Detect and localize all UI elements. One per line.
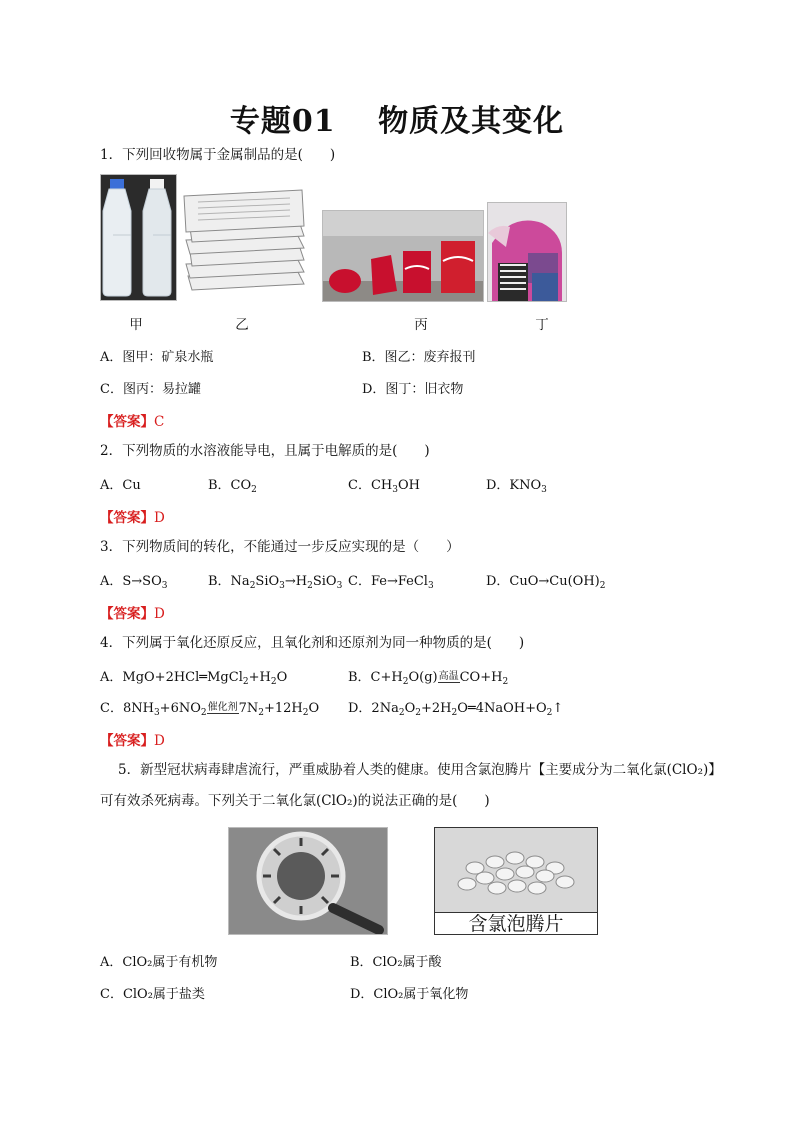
q3-option-d: D．$CuO\to Cu(OH)_2$ — [486, 574, 606, 591]
q4-option-c: C．$8NH_3+6NO_2$催化剂$7N_2+12H_2O$ — [100, 701, 320, 718]
q1-option-a: A．图甲：矿泉水瓶 — [100, 350, 214, 365]
caption-jia: 甲 — [129, 317, 143, 333]
q2-option-c: C．$CH_3OH$ — [348, 478, 420, 495]
q4-answer — [100, 729, 165, 749]
image-clothes — [487, 202, 567, 302]
tablet-label: 含氯泡腾片 — [435, 912, 597, 935]
image-virus-magnifier — [228, 827, 388, 935]
question-5-stem-line1: 5．新型冠状病毒肆虐流行，严重威胁着人类的健康。使用含氯泡腾片【主要成分为二氧化氯(ClO₂)】 — [118, 762, 722, 778]
image-newspapers — [180, 186, 308, 294]
question-2-stem: 2．下列物质的水溶液能导电，且属于电解质的是( ) — [100, 443, 430, 459]
question-5-stem-line2: 可有效杀死病毒。下列关于二氧化氯(ClO₂)的说法正确的是( ) — [100, 793, 490, 809]
q5-option-a: A．ClO₂属于有机物 — [100, 955, 218, 970]
q3-option-c: C．Fe→FeCl$_3$ — [348, 574, 434, 591]
q5-option-d: D．ClO₂属于氧化物 — [350, 987, 469, 1002]
q2-option-a: A．Cu — [100, 478, 141, 493]
answer-value: D — [154, 606, 165, 622]
condition-gaowen: 高温 — [438, 671, 459, 682]
image-tablets — [434, 827, 598, 935]
q3-answer — [100, 602, 165, 622]
condition-cuihuaji: 催化剂 — [207, 702, 238, 713]
caption-yi: 乙 — [235, 317, 249, 333]
q1-answer — [100, 410, 164, 430]
caption-bing: 丙 — [414, 317, 428, 333]
q4-option-a: A．$MgO+2HCl═MgCl_2+H_2O$ — [100, 670, 288, 687]
page-title: 专题01 物质及其变化 — [229, 104, 565, 139]
answer-value: C — [154, 414, 165, 430]
q2-option-d: D．$KNO_3$ — [486, 478, 547, 495]
q5-option-c: C．ClO₂属于盐类 — [100, 987, 205, 1002]
q2-answer — [100, 506, 165, 526]
q5-option-b: B．ClO₂属于酸 — [350, 955, 442, 970]
caption-ding: 丁 — [535, 317, 549, 333]
q1-option-c: C．图丙：易拉罐 — [100, 382, 201, 397]
question-1-stem: 1．下列回收物属于金属制品的是( ) — [100, 147, 336, 163]
answer-tag: 【答案】 — [100, 510, 154, 526]
q3-option-a: A．$S\to SO_3$ — [100, 574, 168, 591]
image-water-bottles — [100, 174, 177, 301]
question-3-stem: 3．下列物质间的转化，不能通过一步反应实现的是（ ） — [100, 539, 460, 555]
q3-option-b: B．$Na_2SiO_3\to H_2SiO_3$ — [208, 574, 343, 591]
q1-option-d: D．图丁：旧衣物 — [362, 382, 464, 397]
q4-option-d: D．$2Na_2O_2+2H_2O═4NaOH+O_2↑$ — [348, 701, 564, 718]
q1-option-b: B．图乙：废弃报刊 — [362, 350, 476, 365]
answer-tag: 【答案】 — [100, 414, 154, 430]
question-4-stem: 4．下列属于氧化还原反应，且氧化剂和还原剂为同一种物质的是( ) — [100, 635, 525, 651]
answer-tag: 【答案】 — [100, 733, 154, 749]
answer-value: D — [154, 733, 165, 749]
q4-option-b: B．$C+H_2O(g)$高温$CO+H_2$ — [348, 670, 509, 687]
q2-option-b: B．$CO_2$ — [208, 478, 257, 495]
answer-value: D — [154, 510, 165, 526]
image-cans — [322, 210, 484, 302]
answer-tag: 【答案】 — [100, 606, 154, 622]
